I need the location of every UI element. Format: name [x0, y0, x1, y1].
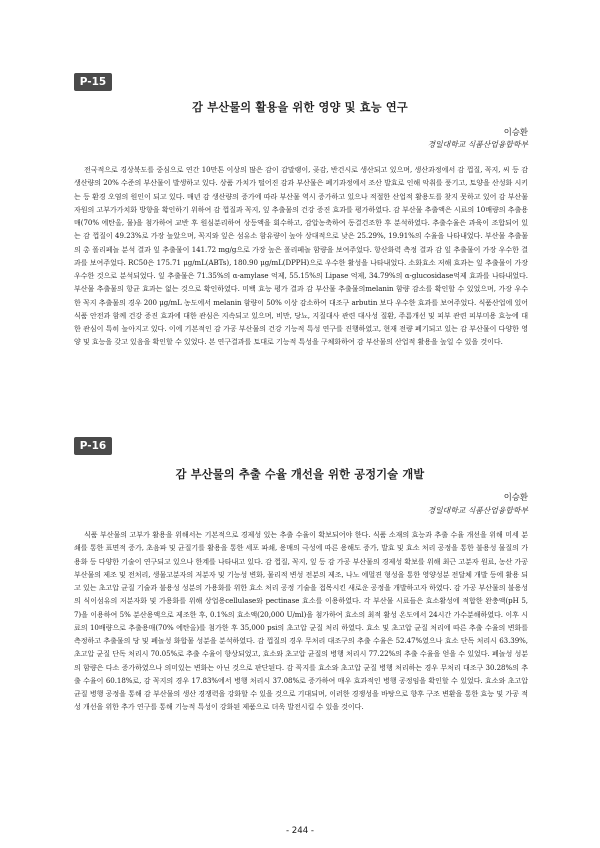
- abstract-body: 식품 부산물의 고부가 활용을 위해서는 기본적으로 경제성 있는 추출 수율이 확보되어야 한다. 식품 소재의 효능과 추출 수율 개선을 위해 미세 분쇄를 통한 표면적 증가, 초음파 및 균질기를 활용을 통한 세포 파쇄, 용매의 극성에 따른 용해도 증가, 발효 및 효소 처리 공정을 통한 불용성 물질의 가용화 등 다양한 기술이 연구되고 있으나 한계를 나타내고 있다. 감 껍질, 꼭지, 잎 등 감 가공 부산물의 경제성 확보를 위해 최근 고분자 원료, 농산 가공 부산물의 제조 및 전처리, 생물고분자의 저분자 및 기능성 변화, 물리적 변성 전분의 제조, 나노 에멀젼 형성을 통한 영양성분 전달체 개발 등에 활용 되고 있는 초고압 균질 기술과 불용성 성분의 가용화를 위한 효소 처리 공정 기술을 접목시킨 새로운 공정을 개발하고자 하였다. 감 가공 부산물의 불용성의 식이섬유의 저분자화 및 가용화를 위해 상업용cellulase와 pectinase 효소를 이용하였다. 각 부산물 시료들은 효소활성에 적합한 완충액(pH 5, 7)을 이용하여 5% 분산용액으로 제조한 후, 0.1%의 효소액(20,000 U/ml)을 첨가하여 효소의 최적 활성 온도에서 24시간 가수분해하였다. 이후 시료의 10배량으로 추출용매(70% 에탄올)를 첨가한 후 35,000 psi의 초고압 균질 처리 하였다. 효소 및 초고압 균질 처리에 따른 추출 수율의 변화를 측정하고 추출물의 당 및 폐놀성 화합물 성분을 분석하였다. 감 껍질의 경우 무처리 대조구의 추출 수율은 52.47%였으나 효소 단독 처리시 63.39%, 초고압 균질 단독 처리시 70.05%로 추출 수율이 향상되었고, 효소와 초고압 균질의 병행 처리시 77.22%의 추출 수율을 얻을 수 있었다. 폐놀성 성분의 함량은 다소 증가하였으나 의미있는 변화는 아닌 것으로 판단된다. 감 꼭지를 효소와 초고압 균질 병행 처리하는 경우 무처리 대조구 30.28%의 추출 수율이 60.18%로, 감 꼭지의 경우 17.83%에서 병행 처리시 37.08%로 증가하여 매우 효과적인 병행 공정임을 확인할 수 있었다. 효소와 초고압 균질 병행 공정을 통해 감 부산물의 생산 경쟁력을 강화할 수 있을 것으로 기대되며, 이러한 경쟁성을 바탕으로 향후 구조 변환을 통한 효능 및 가공 적성 개선을 위한 추가 연구를 통해 기능적 특성이 강화된 제품으로 더욱 발전시킬 수 있을 것이다.: [74, 530, 528, 712]
- page-number: - 244 -: [285, 826, 315, 836]
- abstract-title: 감 부산물의 활용을 위한 영양 및 효능 연구: [192, 101, 408, 114]
- author-name: 이승환: [503, 492, 528, 502]
- author-name: 이승환: [503, 127, 528, 137]
- author-affiliation: 경일대학교 식품산업융합학부: [427, 140, 528, 149]
- abstract-body: 전국적으로 경상북도를 중심으로 연간 10만톤 이상의 많은 감이 감말랭이, 곶감, 반건시로 생산되고 있으며, 생산과정에서 감 껍질, 꼭지, 씨 등 감 생산량의 20% 수준의 부산물이 발생하고 있다. 상품 가치가 떨어진 감과 부산물은 폐기과정에서 조산 발효로 인해 악취를 풍기고, 토양을 산성화 시키는 등 환경 오염의 원인이 되고 있다. 매년 감 생산량의 증가에 따라 부산물 역시 증가하고 있으나 적절한 산업적 활용도를 찾지 못하고 있어 감 부산물 자원의 고부가가치화 방향을 확인하기 위하여 감 껍질과 꼭지, 잎 추출물의 건강 증진 효과를 평가하였다. 감 부산물 추출액은 시료의 10배량의 추출용매(70% 에탄올, 물)을 첨가하여 교반 후 원심분리하여 상등액을 회수하고, 감압농축하여 동결건조한 후 분석하였다. 추출수율은 과육이 조합되어 있는 감 껍질이 49.23%로 가장 높았으며, 꼭지와 잎은 섬유소 함유량이 높아 상대적으로 낮은 25.29%, 19.91%의 수율을 나타내었다. 부산물 추출물의 총 폴리페놀 분석 결과 잎 추출물이 141.72 mg/g으로 가장 높은 폴리페놀 함량을 보여주었다. 항산화력 측정 결과 감 잎 추출물이 가장 우수한 결과를 보여주었다. RC50은 175.71 μg/mL(ABTs), 180.90 μg/mL(DPPH)으로 우수한 활성을 나타내었다. 소화효소 저해 효과는 잎 추출물이 가장 우수한 것으로 분석되었다. 잎 추출물은 71.35%의 α-amylase 억제, 55.15%의 Lipase 억제, 34.79%의 α-glucosidase억제 효과를 나타내었다. 부산물 추출물의 항균 효과는 없는 것으로 확인하였다. 미백 효능 평가 결과 감 부산물 추출물의melanin 함량 감소를 확인할 수 있었으며, 가장 우수한 꼭지 추출물의 경우 200 μg/mL 농도에서 melanin 함량이 50% 이상 감소하여 대조구 arbutin 보다 우수한 효과를 보여주었다. 식품산업에 있어 식품 안전과 함께 건강 증진 효과에 대한 관심은 지속되고 있으며, 비만, 당뇨, 지질대사 관련 대사성 질환, 주름개선 및 피부 관련 피부미용 효능에 대한 관심이 특히 높아지고 있다. 이에 기본적인 감 가공 부산물의 건강 기능적 특성 연구를 진행하였고, 현재 전량 폐기되고 있는 감 부산물이 다양한 영양 및 효능을 갖고 있음을 확인할 수 있었다. 본 연구결과를 토대로 기능적 특성을 구체화하여 감 부산물의 산업적 활용을 높일 수 있을 것이다.: [74, 165, 528, 347]
- abstract-title: 감 부산물의 추출 수율 개선을 위한 공정기술 개발: [175, 468, 425, 481]
- abstract-id-badge: P-15: [74, 73, 112, 91]
- author-affiliation: 경일대학교 식품산업융합학부: [427, 506, 528, 515]
- abstract-id-badge: P-16: [74, 437, 112, 455]
